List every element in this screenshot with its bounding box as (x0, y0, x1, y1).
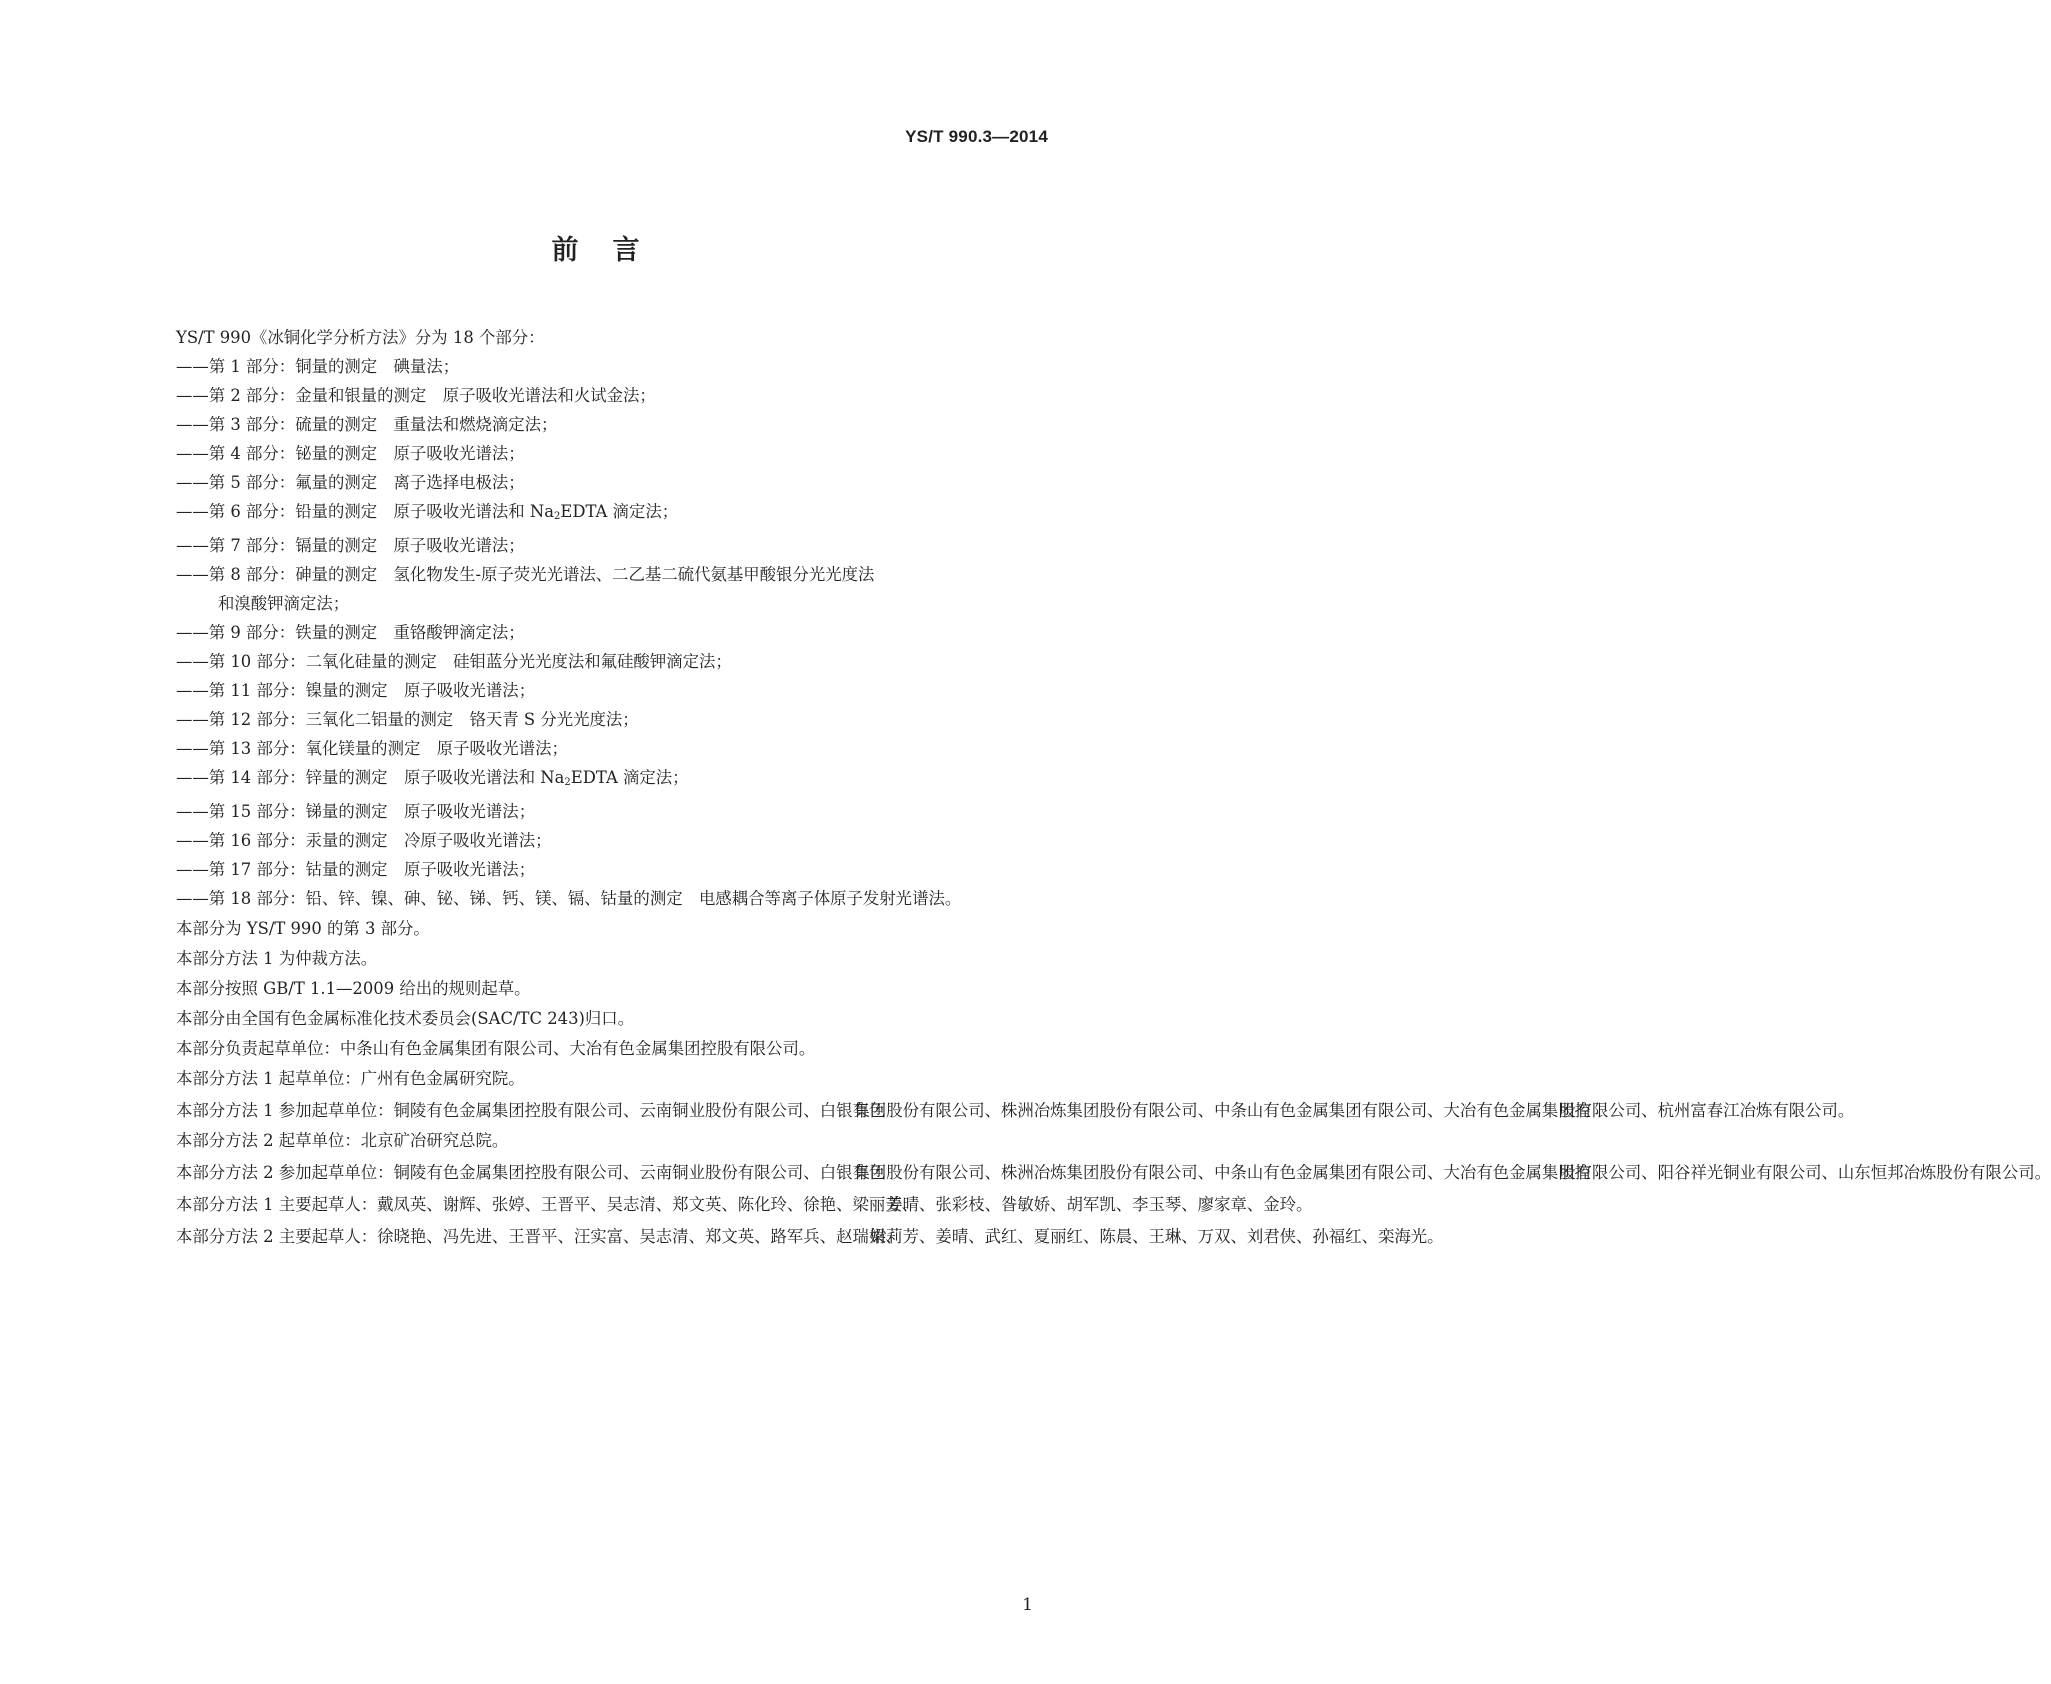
statement-method1-unit: 本部分方法 1 起草单位：广州有色金属研究院。 (176, 1069, 525, 1088)
part-item-16: ——第 16 部分：汞量的测定 冷原子吸收光谱法； (176, 831, 552, 850)
part-item-6 (176, 497, 1056, 531)
method1-participants-paragraph (176, 1096, 1855, 1125)
text-line: 集团股份有限公司、株洲冶炼集团股份有限公司、中条山有色金属集团有限公司、大冶有色金属集团控 (853, 1101, 1592, 1120)
statement-method2-unit: 本部分方法 2 起草单位：北京矿冶研究总院。 (176, 1131, 509, 1150)
text-line: 本部分方法 1 参加起草单位：铜陵有色金属集团控股有限公司、云南铜业股份有限公司、白银有色 (176, 1101, 886, 1120)
part-item-18: ——第 18 部分：铅、锌、镍、砷、铋、锑、钙、镁、镉、钴量的测定 电感耦合等离子体原子发射光谱法。 (176, 889, 962, 908)
part-item-14 (176, 763, 1056, 797)
document-body (176, 323, 2051, 1251)
part-item-5: ——第 5 部分：氟量的测定 离子选择电极法； (176, 473, 525, 492)
part-item-6-tail: EDTA 滴定法； (560, 502, 679, 521)
part-item-6-text: ——第 6 部分：铅量的测定 原子吸收光谱法和 Na (176, 502, 554, 521)
part-item-9: ——第 9 部分：铁量的测定 重铬酸钾滴定法； (176, 623, 525, 642)
part-item-11: ——第 11 部分：镍量的测定 原子吸收光谱法； (176, 681, 536, 700)
part-item-15: ——第 15 部分：锑量的测定 原子吸收光谱法； (176, 802, 536, 821)
part-item-8: ——第 8 部分：砷量的测定 氢化物发生-原子荧光光谱法、二乙基二硫代氨基甲酸银分光光度法 (176, 565, 875, 584)
part-item-12: ——第 12 部分：三氧化二铝量的测定 铬天青 S 分光光度法； (176, 710, 639, 729)
page-title: 前言 (551, 235, 674, 266)
text-line: 股有限公司、阳谷祥光铜业有限公司、山东恒邦冶炼股份有限公司。 (1559, 1163, 2051, 1182)
statement-part-number: 本部分为 YS/T 990 的第 3 部分。 (176, 919, 430, 938)
page-number: 1 (1022, 1595, 1033, 1615)
standard-number: YS/T 990.3—2014 (905, 127, 1048, 146)
text-line: 本部分方法 2 主要起草人：徐晓艳、冯先进、王晋平、汪实富、吴志清、郑文英、路军兵、赵瑞娟、 (176, 1227, 902, 1246)
part-item-2: ——第 2 部分：金量和银量的测定 原子吸收光谱法和火试金法； (176, 386, 656, 405)
statement-drafting-rules: 本部分按照 GB/T 1.1—2009 给出的规则起草。 (176, 979, 531, 998)
part-item-1: ——第 1 部分：铜量的测定 碘量法； (176, 357, 460, 376)
part-item-10: ——第 10 部分：二氧化硅量的测定 硅钼蓝分光光度法和氟硅酸钾滴定法； (176, 652, 732, 671)
subscript: 2 (553, 511, 561, 522)
part-item-4: ——第 4 部分：铋量的测定 原子吸收光谱法； (176, 444, 525, 463)
text-line: 本部分方法 2 参加起草单位：铜陵有色金属集团控股有限公司、云南铜业股份有限公司、白银有色 (176, 1163, 886, 1182)
text-line: 集团股份有限公司、株洲冶炼集团股份有限公司、中条山有色金属集团有限公司、大冶有色金属集团控 (853, 1163, 1592, 1182)
subscript: 2 (564, 777, 571, 788)
statement-committee: 本部分由全国有色金属标准化技术委员会(SAC/TC 243)归口。 (176, 1009, 635, 1028)
part-item-7: ——第 7 部分：镉量的测定 原子吸收光谱法； (176, 536, 525, 555)
continuation-text: 和溴酸钾滴定法； (218, 594, 350, 613)
method2-participants-paragraph (176, 1158, 2051, 1187)
statement-responsible-units: 本部分负责起草单位：中条山有色金属集团有限公司、大冶有色金属集团控股有限公司。 (176, 1039, 816, 1058)
method1-drafters-paragraph (176, 1190, 1313, 1219)
part-item-13: ——第 13 部分：氧化镁量的测定 原子吸收光谱法； (176, 739, 568, 758)
statement-arbitration: 本部分方法 1 为仲裁方法。 (176, 949, 378, 968)
part-item-17: ——第 17 部分：钴量的测定 原子吸收光谱法； (176, 860, 536, 879)
text-line: 姜晴、张彩枝、昝敏娇、胡军凯、李玉琴、廖家章、金玲。 (886, 1195, 1313, 1214)
part-item-3: ——第 3 部分：硫量的测定 重量法和燃烧滴定法； (176, 415, 558, 434)
text-line: 梁莉芳、姜晴、武红、夏丽红、陈晨、王琳、万双、刘君侠、孙福红、栾海光。 (869, 1227, 1444, 1246)
part-item-14-text: ——第 14 部分：锌量的测定 原子吸收光谱法和 Na (176, 768, 565, 787)
text-line: 本部分方法 1 主要起草人：戴凤英、谢辉、张婷、王晋平、吴志清、郑文英、陈化玲、徐艳、梁丽芳、 (176, 1195, 919, 1214)
method2-drafters-paragraph (176, 1222, 1444, 1251)
part-item-8-continuation (176, 589, 1056, 618)
text-line: 股有限公司、杭州富春江冶炼有限公司。 (1559, 1101, 1855, 1120)
part-item-14-tail: EDTA 滴定法； (570, 768, 689, 787)
intro-paragraph: YS/T 990《冰铜化学分析方法》分为 18 个部分： (176, 328, 545, 347)
